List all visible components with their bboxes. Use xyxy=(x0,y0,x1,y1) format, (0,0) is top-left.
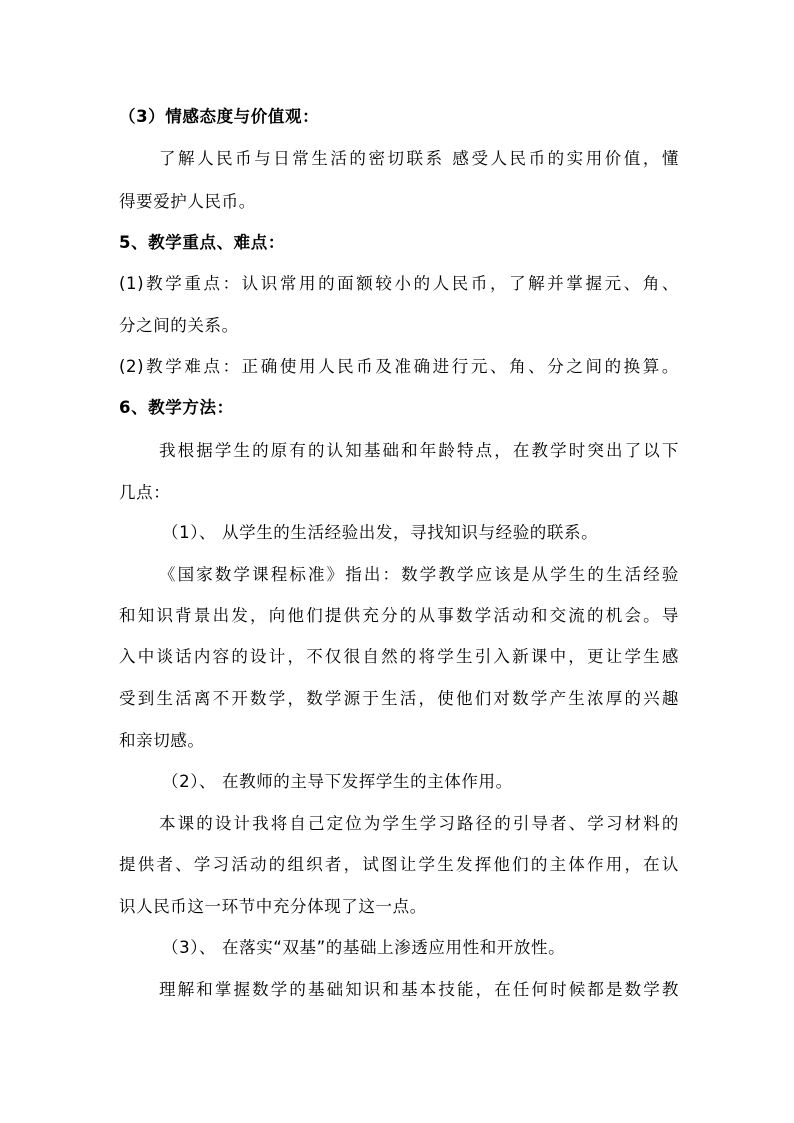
point-2-line-2: 提供者、学习活动的组织者，试图让学生发挥他们的主体作用，在认 xyxy=(119,855,679,874)
method-intro-line-2: 几点： xyxy=(119,483,171,502)
point-1-title: （1）、 从学生的生活经验出发，寻找知识与经验的联系。 xyxy=(162,523,599,542)
section-3-paragraph-line-2: 得要爱护人民币。 xyxy=(119,192,256,211)
section-3-heading: （3）情感态度与价值观： xyxy=(119,107,320,126)
point-1-line-5: 和亲切感。 xyxy=(119,731,205,750)
section-3-paragraph-line-1: 了解人民币与日常生活的密切联系 感受人民币的实用价值，懂 xyxy=(159,149,679,168)
point-1-line-2: 和知识背景出发，向他们提供充分的从事数学活动和交流的机会。导 xyxy=(119,606,679,625)
key-point-line-1: (1)教学重点：认识常用的面额较小的人民币，了解并掌握元、角、 xyxy=(119,274,679,293)
point-2-line-3: 识人民币这一环节中充分体现了这一点。 xyxy=(119,897,427,916)
section-5-heading: 5、教学重点、难点： xyxy=(119,233,285,252)
point-1-line-1: 《国家数学课程标准》指出：数学教学应该是从学生的生活经验 xyxy=(159,565,679,584)
point-3-title: （3）、 在落实“双基”的基础上渗透应用性和开放性。 xyxy=(162,938,566,957)
method-intro-line-1: 我根据学生的原有的认知基础和年龄特点，在教学时突出了以下 xyxy=(159,441,679,460)
key-point-line-2: 分之间的关系。 xyxy=(119,316,239,335)
section-6-heading: 6、教学方法： xyxy=(119,398,234,417)
difficulty-line: (2)教学难点：正确使用人民币及准确进行元、角、分之间的换算。 xyxy=(119,357,679,376)
point-1-line-3: 入中谈话内容的设计，不仅很自然的将学生引入新课中，更让学生感 xyxy=(119,647,679,666)
point-2-title: （2）、 在教师的主导下发挥学生的主体作用。 xyxy=(162,772,513,791)
point-2-line-1: 本课的设计我将自己定位为学生学习路径的引导者、学习材料的 xyxy=(159,814,679,833)
point-1-line-4: 受到生活离不开数学，数学源于生活，使他们对数学产生浓厚的兴趣 xyxy=(119,689,679,708)
point-3-line-1: 理解和掌握数学的基础知识和基本技能，在任何时候都是数学教 xyxy=(159,980,679,999)
